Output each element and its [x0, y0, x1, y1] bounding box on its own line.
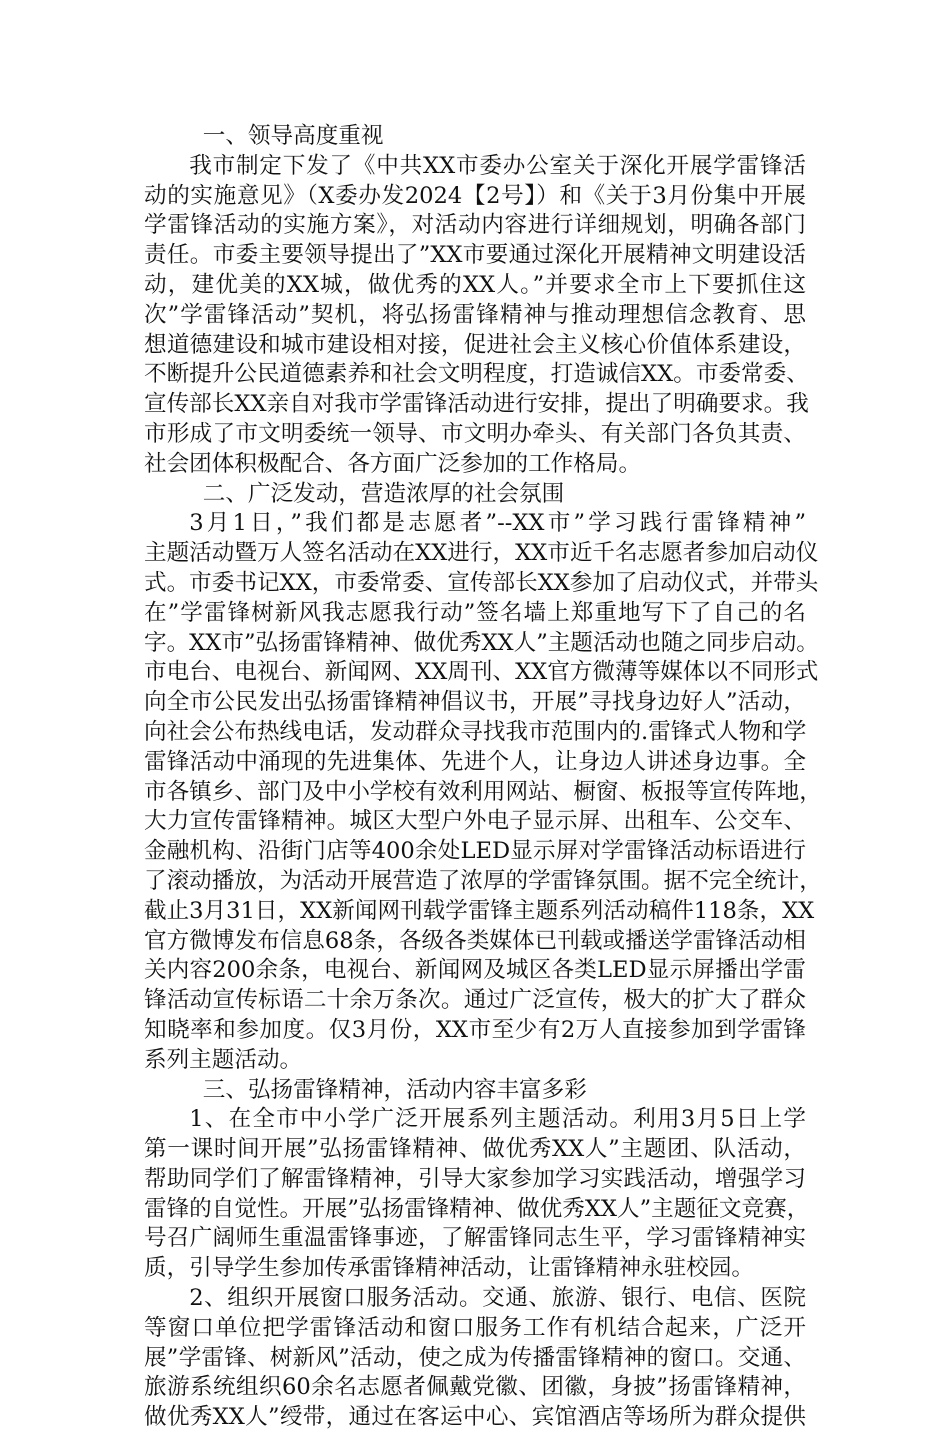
text-line: 我市制定下发了《中共XX市委办公室关于深化开展学雷锋活 [189, 152, 806, 179]
text-line: 向社会公布热线电话，发动群众寻找我市范围内的.雷锋式人物和学 [144, 718, 807, 745]
text-line: 雷锋的自觉性。开展”弘扬雷锋精神、做优秀XX人”主题征文竞赛， [144, 1195, 810, 1222]
text-line: 帮助同学们了解雷锋精神，引导大家参加学习实践活动，增强学习 [144, 1165, 806, 1192]
text-line: 雷锋活动中涌现的先进集体、先进个人，让身边人讲述身边事。全 [144, 748, 806, 775]
text-line: 1、在全市中小学广泛开展系列主题活动。利用3月5日上学 [189, 1106, 806, 1133]
text-line: 动，建优美的XX城，做优秀的XX人。”并要求全市上下要抓住这 [144, 271, 806, 298]
text-line: 等窗口单位把学雷锋活动和窗口服务工作有机结合起来，广泛开 [144, 1314, 806, 1341]
text-line: 市各镇乡、部门及中小学校有效利用网站、橱窗、板报等宣传阵地， [144, 778, 822, 805]
text-line: 大力宣传雷锋精神。城区大型户外电子显示屏、出租车、公交车、 [144, 808, 806, 835]
text-line: 市形成了市文明委统一领导、市文明办牵头、有关部门各负其责、 [144, 420, 806, 447]
text-line: 截止3月31日，XX新闻网刊载学雷锋主题系列活动稿件118条，XX [144, 897, 815, 924]
text-line: 字。XX市”弘扬雷锋精神、做优秀XX人”主题活动也随之同步启动。 [144, 629, 819, 656]
section-heading-3: 三、弘扬雷锋精神，活动内容丰富多彩 [202, 1076, 587, 1103]
text-line: 关内容200余条，电视台、新闻网及城区各类LED显示屏播出学雷 [144, 957, 806, 984]
text-line: 动的实施意见》（X委办发2024【2号】）和《关于3月份集中开展 [144, 182, 806, 209]
section-2-paragraph [144, 509, 822, 1075]
text-line: 质，引导学生参加传承雷锋精神活动，让雷锋精神永驻校园。 [144, 1255, 755, 1282]
text-line: 责任。市委主要领导提出了”XX市要通过深化开展精神文明建设活 [144, 242, 806, 269]
text-line: 次”学雷锋活动”契机，将弘扬雷锋精神与推动理想信念教育、思 [144, 301, 806, 328]
document-body [144, 122, 822, 1433]
text-line: 第一课时间开展”弘扬雷锋精神、做优秀XX人”主题团、队活动， [144, 1136, 806, 1163]
section-heading-1: 一、领导高度重视 [202, 123, 384, 149]
text-line: 号召广阔师生重温雷锋事迹，了解雷锋同志生平，学习雷锋精神实 [144, 1225, 806, 1252]
text-line: 学雷锋活动的实施方案》，对活动内容进行详细规划，明确各部门 [144, 212, 806, 239]
text-line: 官方微博发布信息68条，各级各类媒体已刊载或播送学雷锋活动相 [144, 927, 806, 954]
text-line: 锋活动宣传标语二十余万条次。通过广泛宣传，极大的扩大了群众 [144, 987, 806, 1014]
text-line: 2、组织开展窗口服务活动。交通、旅游、银行、电信、医院 [189, 1285, 806, 1312]
text-line: 做优秀XX人”绶带，通过在客运中心、宾馆酒店等场所为群众提供 [144, 1404, 806, 1431]
text-line: 社会团体积极配合、各方面广泛参加的工作格局。 [144, 450, 642, 477]
text-line: 市电台、电视台、新闻网、XX周刊、XX官方微薄等媒体以不同形式 [144, 659, 819, 686]
text-line: 了滚动播放，为活动开展营造了浓厚的学雷锋氛围。据不完全统计， [144, 867, 822, 894]
text-line: 系列主题活动。 [144, 1046, 303, 1073]
text-line: 向全市公民发出弘扬雷锋精神倡议书，开展”寻找身边好人”活动， [144, 689, 806, 716]
text-line: 知晓率和参加度。仅3月份，XX市至少有2万人直接参加到学雷锋 [144, 1016, 806, 1043]
text-line: 主题活动暨万人签名活动在XX进行，XX市近千名志愿者参加启动仪 [144, 540, 819, 567]
section-3-item-2-paragraph [144, 1284, 806, 1433]
text-line: 3月1日，”我们都是志愿者”--XX市”学习践行雷锋精神” [189, 510, 806, 537]
section-heading-2: 二、广泛发动，营造浓厚的社会氛围 [202, 480, 565, 507]
section-3-item-1-paragraph [144, 1105, 810, 1284]
text-line: 展”学雷锋、树新风”活动，使之成为传播雷锋精神的窗口。交通、 [144, 1344, 806, 1371]
text-line: 在”学雷锋树新风我志愿我行动”签名墙上郑重地写下了自己的名 [144, 599, 806, 626]
text-line: 宣传部长XX亲自对我市学雷锋活动进行安排，提出了明确要求。我 [144, 391, 809, 418]
section-1-paragraph [144, 152, 809, 480]
text-line: 想道德建设和城市建设相对接，促进社会主义核心价值体系建设， [144, 331, 806, 358]
text-line: 旅游系统组织60余名志愿者佩戴党徽、团徽，身披”扬雷锋精神， [144, 1374, 806, 1401]
text-line: 式。市委书记XX，市委常委、宣传部长XX参加了启动仪式，并带头 [144, 569, 819, 596]
text-line: 金融机构、沿街门店等400余处LED显示屏对学雷锋活动标语进行 [144, 838, 806, 865]
text-line: 不断提升公民道德素养和社会文明程度，打造诚信XX。市委常委、 [144, 361, 809, 388]
